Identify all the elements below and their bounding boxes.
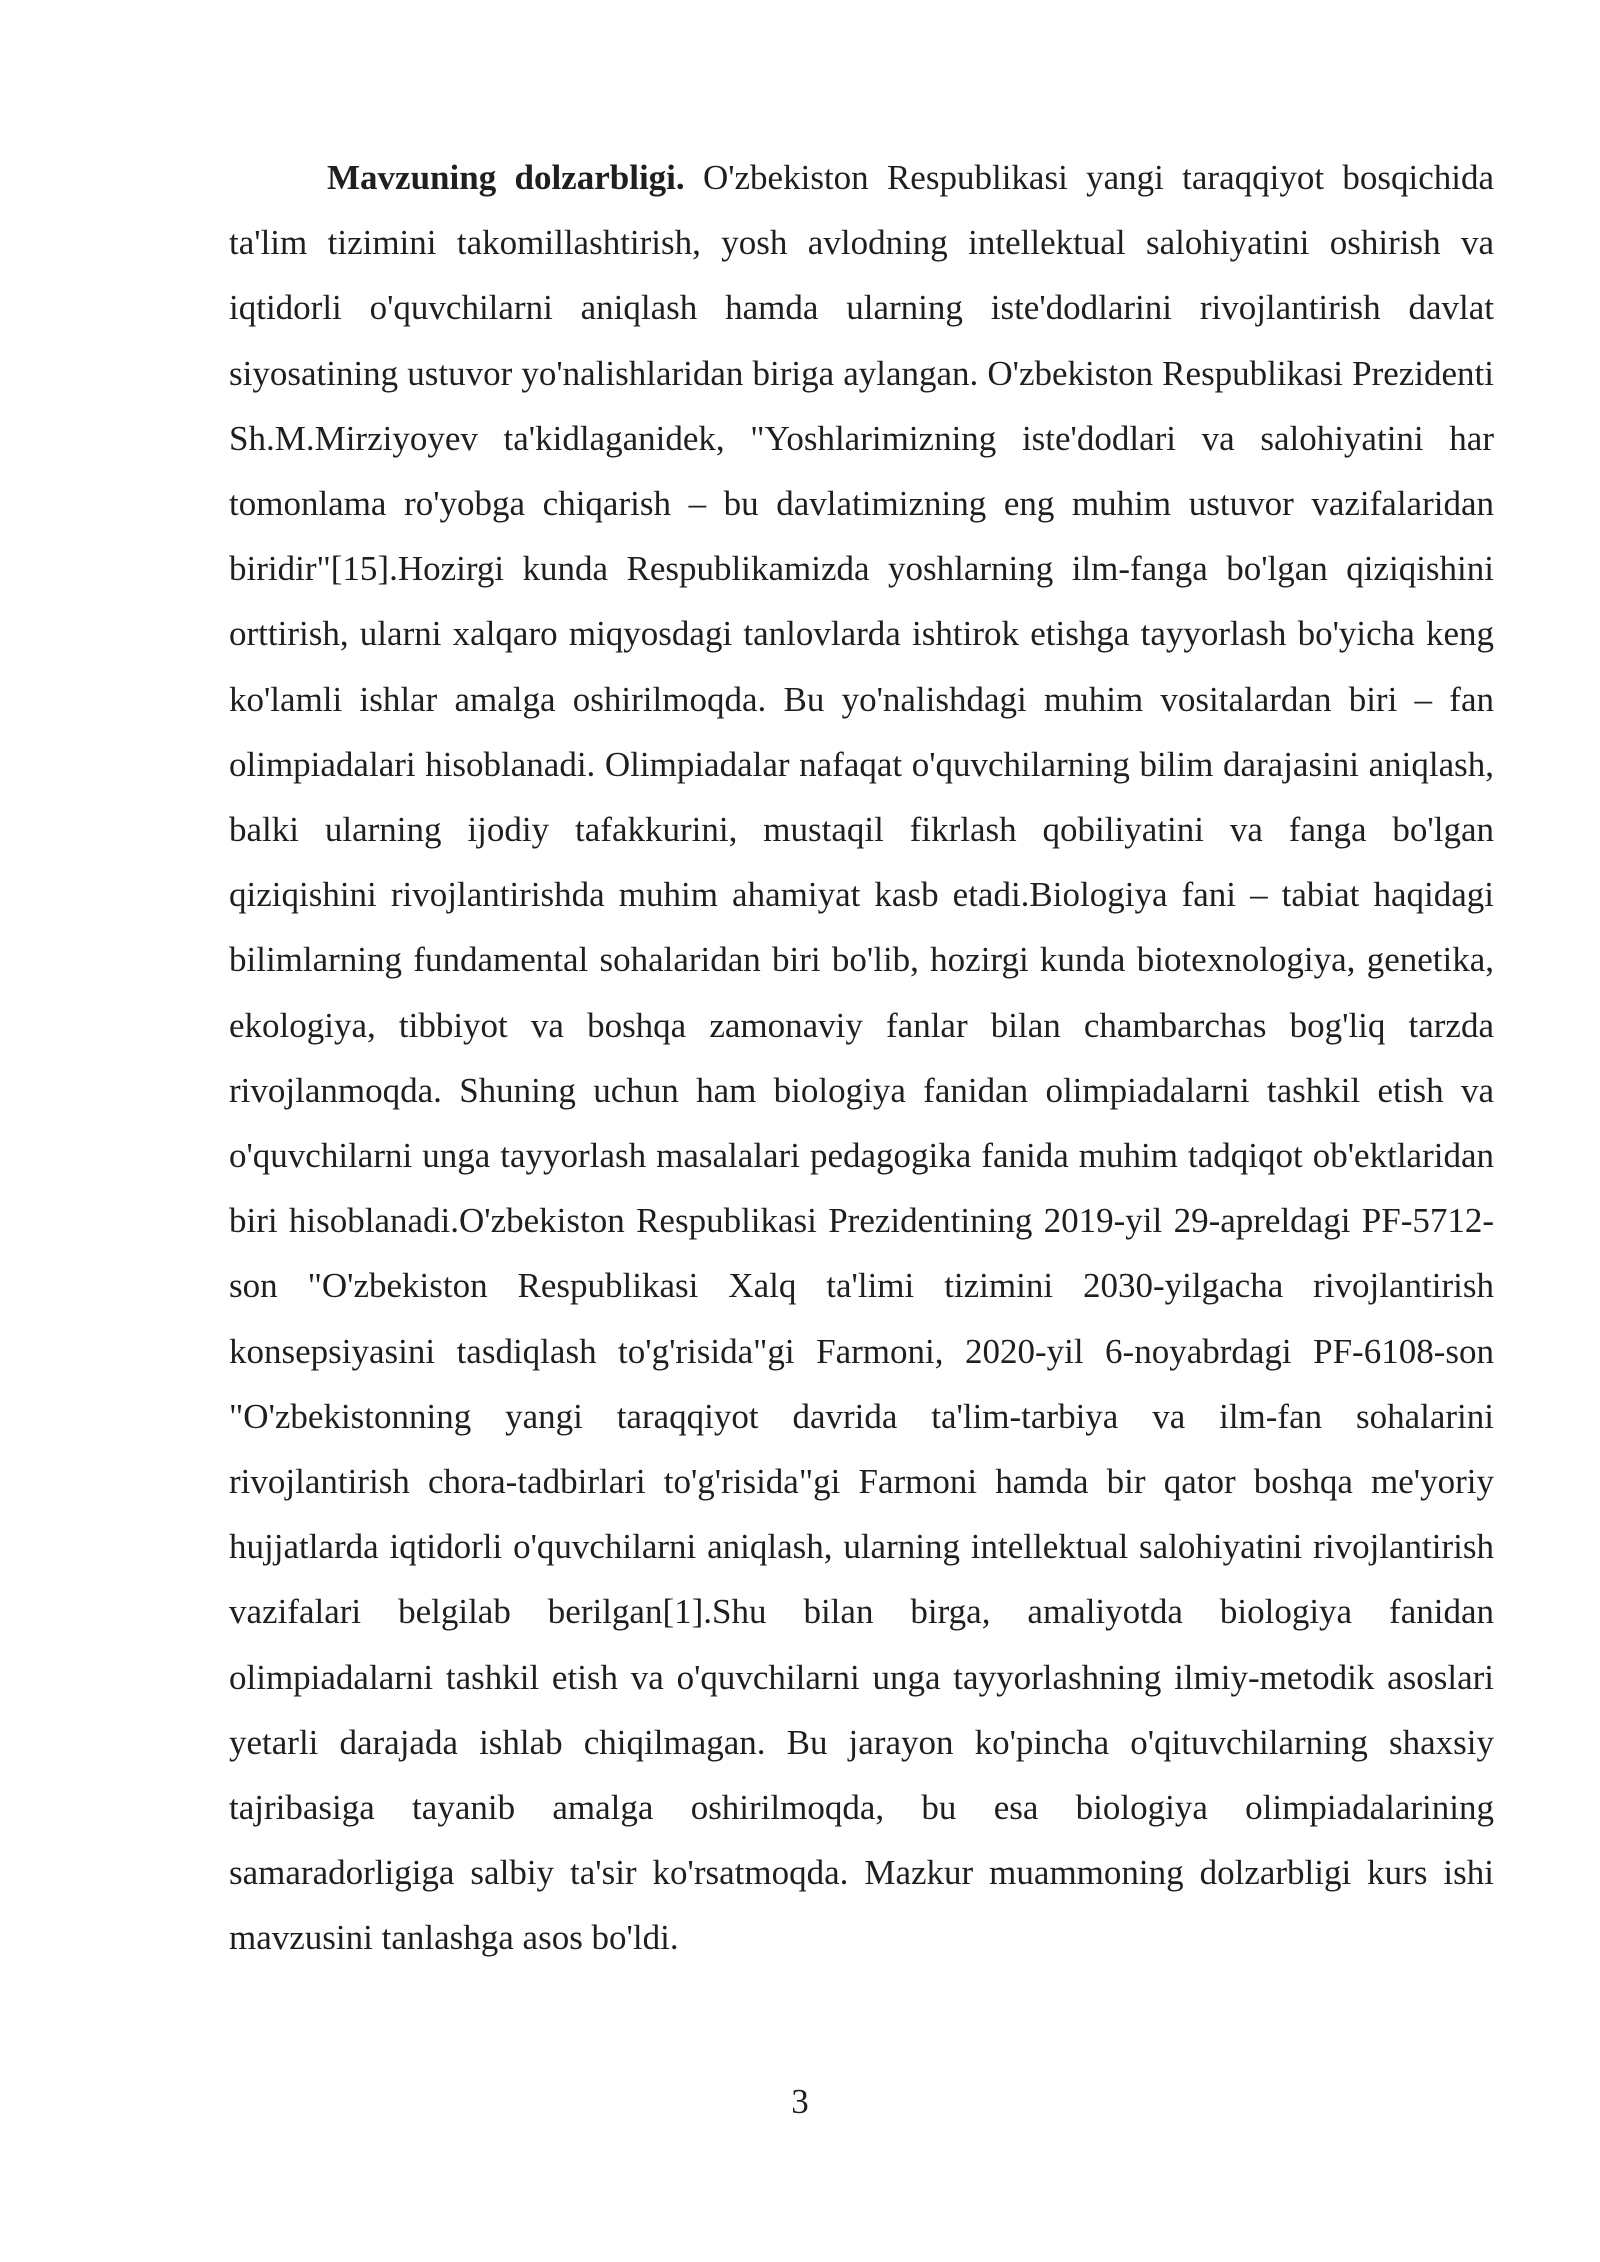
page-number: 3	[791, 2082, 809, 2121]
paragraph-text: O'zbekiston Respublikasi yangi taraqqiyot bosqichida ta'lim tizimini takomillashtirish, yosh avlodning intellektual salohiyatini oshirish va iqtidorli o'quvchilarni aniqlash hamda ularning iste'dodlarini rivojlantirish davlat siyosatining ustuvor yo'nalishlaridan biriga aylangan. O'zbekiston Respublikasi Prezidenti Sh.M.Mirziyoyev ta'kidlaganidek, "Yoshlarimizning iste'dodlari va salohiyatini har tomonlama ro'yobga chiqarish – bu davlatimizning eng muhim ustuvor vazifalaridan biridir"[15].Hozirgi kunda Respublikamizda yoshlarning ilm-fanga bo'lgan qiziqishini orttirish, ularni xalqaro miqyosdagi tanlovlarda ishtirok etishga tayyorlash bo'yicha keng ko'lamli ishlar amalga oshirilmoqda. Bu yo'nalishdagi muhim vositalardan biri – fan olimpiadalari hisoblanadi. Olimpiadalar nafaqat o'quvchilarning bilim darajasini aniqlash, balki ularning ijodiy tafakkurini, mustaqil fikrlash qobiliyatini va fanga bo'lgan qiziqishini rivojlantirishda muhim ahamiyat kasb etadi.Biologiya fani – tabiat haqidagi bilimlarning fundamental sohalaridan biri bo'lib, hozirgi kunda biotexnologiya, genetika, ekologiya, tibbiyot va boshqa zamonaviy fanlar bilan chambarchas bog'liq tarzda rivojlanmoqda. Shuning uchun ham biologiya fanidan olimpiadalarni tashkil etish va o'quvchilarni unga tayyorlash masalalari pedagogika fanida muhim tadqiqot ob'ektlaridan biri hisoblanadi.O'zbekiston Respublikasi Prezidentining 2019-yil 29-apreldagi PF-5712-son "O'zbekiston Respublikasi Xalq ta'limi tizimini 2030-yilgacha rivojlantirish konsepsiyasini tasdiqlash to'g'risida"gi Farmoni, 2020-yil 6-noyabrdagi PF-6108-son "O'zbekistonning yangi taraqqiyot davrida ta'lim-tarbiya va ilm-fan sohalarini rivojlantirish chora-tadbirlari to'g'risida"gi Farmoni hamda bir qator boshqa me'yoriy hujjatlarda iqtidorli o'quvchilarni aniqlash, ularning intellektual salohiyatini rivojlantirish vazifalari belgilab berilgan[1].Shu bilan birga, amaliyotda biologiya fanidan olimpiadalarni tashkil etish va o'quvchilarni unga tayyorlashning ilmiy-metodik asoslari yetarli darajada ishlab chiqilmagan. Bu jarayon ko'pincha o'qituvchilarning shaxsiy tajribasiga tayanib amalga oshirilmoqda, bu esa biologiya olimpiadalarining samaradorligiga salbiy ta'sir ko'rsatmoqda. Mazkur muammoning dolzarbligi kurs ishi mavzusini tanlashga asos bo'ldi.	[229, 158, 1494, 1958]
body-paragraph	[229, 145, 1494, 1971]
section-lead-heading: Mavzuning dolzarbligi.	[327, 158, 685, 197]
